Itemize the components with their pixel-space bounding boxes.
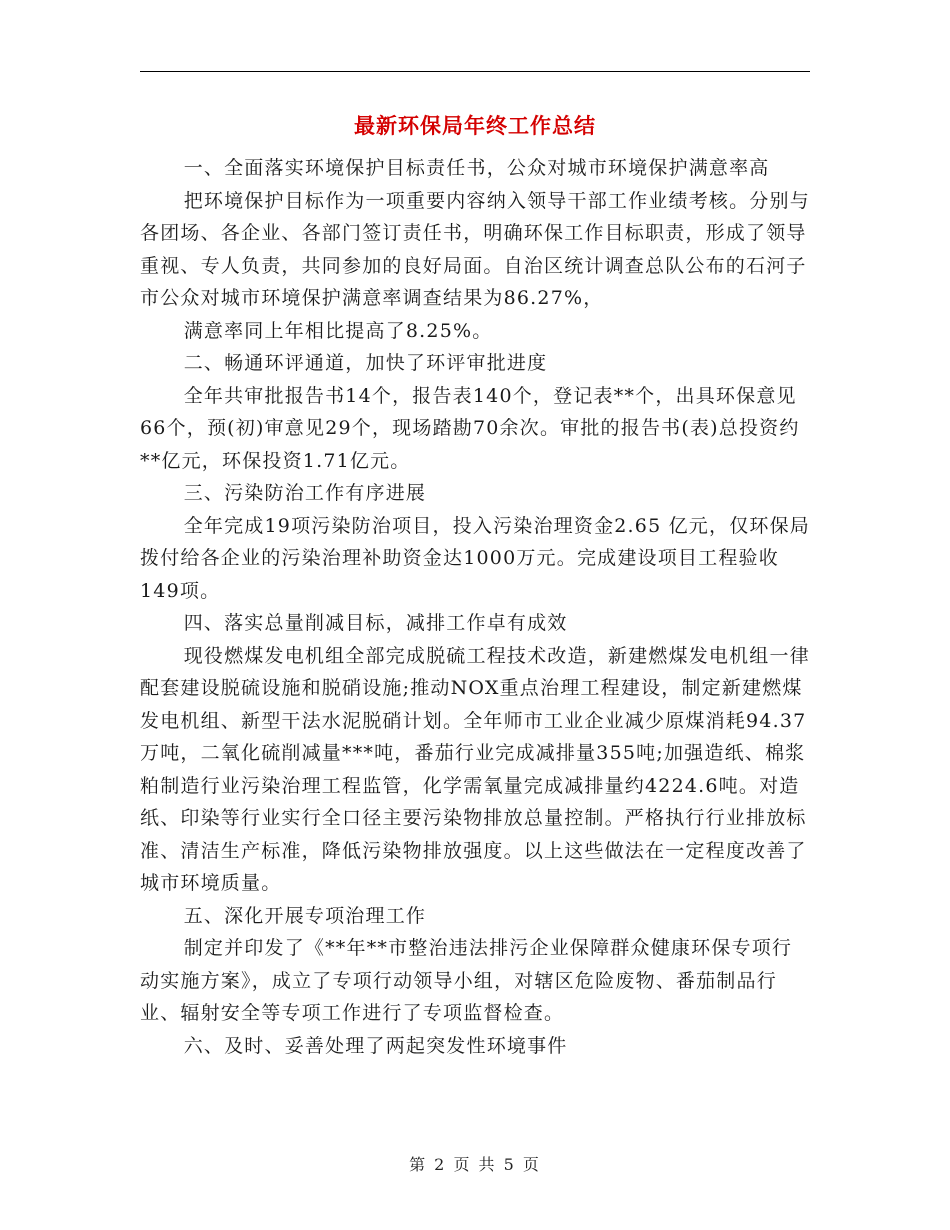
body-paragraph: 制定并印发了《**年**市整治违法排污企业保障群众健康环保专项行动实施方案》，成立了专项行动领导小组，对辖区危险废物、番茄制品行业、辐射安全等专项工作进行了专项监督检查。 (140, 937, 793, 1024)
document-body (140, 152, 812, 1062)
section-heading-2: 二、畅通环评通道，加快了环评审批进度 (183, 352, 548, 374)
body-paragraph: 现役燃煤发电机组全部完成脱硫工程技术改造，新建燃煤发电机组一律配套建设脱硫设施和脱硝设施;推动NOX重点治理工程建设，制定新建燃煤发电机组、新型干法水泥脱硝计划。全年师市工业企业减少原煤消耗94.37万吨，二氧化硫削减量***吨，番茄行业完成减排量355吨;加强造纸、棉浆粕制造行业污染治理工程监管，化学需氧量完成减排量约4224.6吨。对造纸、印染等行业实行全口径主要污染物排放总量控制。严格执行行业排放标准、清洁生产标准，降低污染物排放强度。以上这些做法在一定程度改善了城市环境质量。 (140, 644, 810, 894)
body-paragraph: 满意率同上年相比提高了8.25%。 (183, 319, 493, 342)
body-paragraph: 全年完成19项污染防治项目，投入污染治理资金2.65 亿元，仅环保局拨付给各企业的污染治理补助资金达1000万元。完成建设项目工程验收149项。 (140, 514, 811, 602)
section-heading-6: 六、及时、妥善处理了两起突发性环境事件 (183, 1034, 568, 1057)
section-heading-4: 四、落实总量削减目标，减排工作卓有成效 (183, 612, 568, 634)
page-number-footer: 第 2 页 共 5 页 (409, 1155, 541, 1174)
body-paragraph: 把环境保护目标作为一项重要内容纳入领导干部工作业绩考核。分别与各团场、各企业、各部门签订责任书，明确环保工作目标职责，形成了领导重视、专人负责，共同参加的良好局面。自治区统计调查总队公布的石河子市公众对城市环境保护满意率调查结果为86.27%， (140, 189, 810, 309)
body-paragraph: 全年共审批报告书14个，报告表140个，登记表**个，出具环保意见66个，预(初)审意见29个，现场踏勘70余次。审批的报告书(表)总投资约**亿元，环保投资1.71亿元。 (140, 384, 800, 472)
header-rule (140, 71, 810, 72)
section-heading-3: 三、污染防治工作有序进展 (183, 482, 427, 504)
document-title: 最新环保局年终工作总结 (354, 114, 596, 138)
section-heading-5: 五、深化开展专项治理工作 (183, 904, 427, 927)
section-heading-1: 一、全面落实环境保护目标责任书，公众对城市环境保护满意率高 (183, 157, 770, 179)
